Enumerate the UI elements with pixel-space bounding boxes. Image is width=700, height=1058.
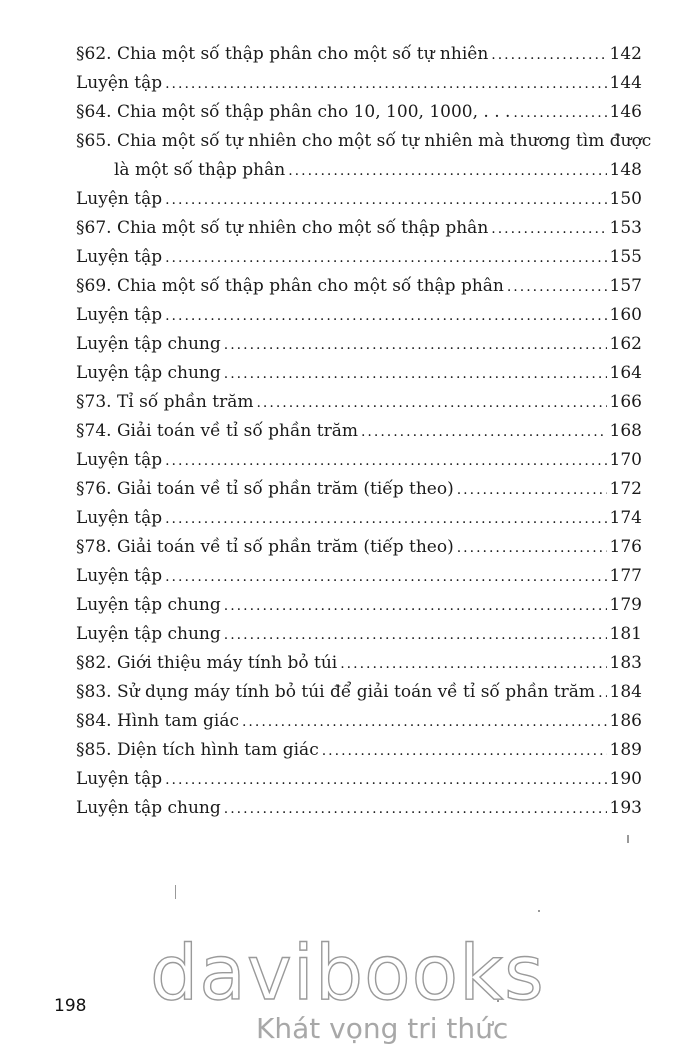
toc-entry-page: 168 bbox=[609, 421, 642, 441]
toc-entry bbox=[76, 794, 642, 823]
page-number: 198 bbox=[54, 996, 87, 1016]
dot-leader bbox=[224, 592, 607, 621]
toc-entry-title: §76. Giải toán về tỉ số phần trăm (tiếp theo) bbox=[76, 479, 454, 499]
toc-entry bbox=[76, 272, 642, 301]
dot-leader bbox=[242, 708, 607, 737]
toc-entry-title: Luyện tập chung bbox=[76, 363, 221, 383]
dot-leader bbox=[165, 766, 606, 795]
toc-entry-title-continued: là một số thập phân bbox=[114, 160, 286, 180]
dot-leader bbox=[491, 215, 606, 244]
toc-entry bbox=[76, 678, 642, 707]
toc-entry bbox=[76, 562, 642, 591]
toc-entry-title: §67. Chia một số tự nhiên cho một số thập phân bbox=[76, 218, 489, 238]
toc-entry-title: Luyện tập bbox=[76, 508, 163, 528]
toc-entry bbox=[76, 301, 642, 330]
dot-leader bbox=[165, 70, 606, 99]
toc-entry-page: 157 bbox=[609, 276, 642, 296]
toc-entry-title: §78. Giải toán về tỉ số phần trăm (tiếp theo) bbox=[76, 537, 454, 557]
dot-leader bbox=[224, 331, 607, 360]
dot-leader bbox=[491, 41, 606, 70]
toc-entry-title: Luyện tập bbox=[76, 73, 163, 93]
toc-entry bbox=[76, 649, 642, 678]
toc-entry-title: Luyện tập chung bbox=[76, 595, 221, 615]
toc-entry-title: Luyện tập bbox=[76, 305, 163, 325]
toc-entry-page: 150 bbox=[609, 189, 642, 209]
toc-entry-title: §73. Tỉ số phần trăm bbox=[76, 392, 254, 412]
toc-entry bbox=[76, 591, 642, 620]
toc-entry bbox=[76, 417, 642, 446]
toc-entry-title: Luyện tập bbox=[76, 189, 163, 209]
dot-leader bbox=[165, 563, 606, 592]
toc-entry-page: 183 bbox=[609, 653, 642, 673]
toc-entry-title: §65. Chia một số tự nhiên cho một số tự nhiên mà thương tìm được bbox=[76, 131, 652, 151]
dot-leader bbox=[457, 476, 607, 505]
toc-entry bbox=[76, 765, 642, 794]
dot-leader bbox=[457, 534, 607, 563]
toc-entry bbox=[76, 475, 642, 504]
dot-leader bbox=[165, 244, 606, 273]
toc-entry-page: 170 bbox=[609, 450, 642, 470]
toc-entry bbox=[76, 359, 642, 388]
toc-entry bbox=[76, 214, 642, 243]
dot-leader bbox=[165, 302, 606, 331]
dot-leader bbox=[224, 360, 607, 389]
toc-entry bbox=[76, 707, 642, 736]
dot-leader bbox=[224, 795, 607, 824]
dot-leader bbox=[340, 650, 606, 679]
toc-entry-page: 189 bbox=[609, 740, 642, 760]
toc-entry-page: 174 bbox=[609, 508, 642, 528]
toc-entry-title: Luyện tập chung bbox=[76, 798, 221, 818]
toc-entry-title: §69. Chia một số thập phân cho một số thập phân bbox=[76, 276, 504, 296]
dot-leader bbox=[507, 273, 607, 302]
toc-entry bbox=[76, 446, 642, 475]
toc-entry-page: 181 bbox=[609, 624, 642, 644]
scan-speck bbox=[627, 835, 629, 843]
dot-leader bbox=[165, 447, 606, 476]
toc-entry-page: 166 bbox=[609, 392, 642, 412]
dot-leader bbox=[361, 418, 607, 447]
toc-entry-page: 190 bbox=[609, 769, 642, 789]
scan-speck bbox=[175, 885, 176, 899]
toc-entry-title: §62. Chia một số thập phân cho một số tự nhiên bbox=[76, 44, 489, 64]
dot-leader bbox=[165, 505, 606, 534]
toc-entry-title: Luyện tập bbox=[76, 566, 163, 586]
toc-entry-title: Luyện tập bbox=[76, 769, 163, 789]
toc-entry-page: 184 bbox=[609, 682, 642, 702]
scan-speck bbox=[538, 910, 540, 912]
toc-entry bbox=[76, 736, 642, 765]
toc-entry bbox=[76, 98, 642, 127]
toc-entry-title: §74. Giải toán về tỉ số phần trăm bbox=[76, 421, 358, 441]
toc-entry bbox=[76, 69, 642, 98]
dot-leader bbox=[256, 389, 606, 418]
toc-entry-page: 155 bbox=[609, 247, 642, 267]
toc-entry-title: §84. Hình tam giác bbox=[76, 711, 239, 731]
toc-entry-title: Luyện tập chung bbox=[76, 334, 221, 354]
toc-entry-title: §64. Chia một số thập phân cho 10, 100, 1000, . . . bbox=[76, 102, 511, 122]
toc-entry-title: Luyện tập bbox=[76, 450, 163, 470]
toc-entry bbox=[76, 620, 642, 649]
toc-entry bbox=[76, 40, 642, 69]
watermark bbox=[150, 930, 550, 1045]
toc-entry-page: 144 bbox=[609, 73, 642, 93]
toc-entry-page: 146 bbox=[609, 102, 642, 122]
toc-entry bbox=[76, 504, 642, 533]
toc-entry bbox=[76, 127, 652, 185]
toc-entry-page: 193 bbox=[609, 798, 642, 818]
toc-entry bbox=[76, 533, 642, 562]
toc-entry-page: 142 bbox=[609, 44, 642, 64]
dot-leader bbox=[598, 679, 606, 708]
toc-entry-title: Luyện tập bbox=[76, 247, 163, 267]
toc-entry bbox=[76, 185, 642, 214]
toc-entry-page: 164 bbox=[609, 363, 642, 383]
watermark-slogan: Khát vọng tri thức bbox=[256, 1012, 509, 1045]
toc-entry bbox=[76, 388, 642, 417]
toc-entry bbox=[76, 243, 642, 272]
toc-entry bbox=[76, 330, 642, 359]
toc-entry-page: 172 bbox=[609, 479, 642, 499]
dot-leader bbox=[224, 621, 607, 650]
toc-entry-page: 162 bbox=[609, 334, 642, 354]
toc-entry-page: 179 bbox=[609, 595, 642, 615]
toc-entry-title: §82. Giới thiệu máy tính bỏ túi bbox=[76, 653, 338, 673]
watermark-brand: davibooks bbox=[150, 928, 545, 1017]
toc-entry-page: 148 bbox=[609, 160, 642, 180]
toc-entry-page: 177 bbox=[609, 566, 642, 586]
toc-entry-page: 186 bbox=[609, 711, 642, 731]
table-of-contents bbox=[76, 40, 652, 823]
toc-entry-title: §85. Diện tích hình tam giác bbox=[76, 740, 319, 760]
toc-entry-title: §83. Sử dụng máy tính bỏ túi để giải toán về tỉ số phần trăm bbox=[76, 682, 596, 702]
toc-entry-page: 176 bbox=[609, 537, 642, 557]
toc-entry-page: 153 bbox=[609, 218, 642, 238]
dot-leader bbox=[322, 737, 607, 766]
toc-entry-page: 160 bbox=[609, 305, 642, 325]
toc-entry-title: Luyện tập chung bbox=[76, 624, 221, 644]
dot-leader bbox=[288, 157, 606, 186]
dot-leader bbox=[513, 99, 606, 128]
dot-leader bbox=[165, 186, 606, 215]
